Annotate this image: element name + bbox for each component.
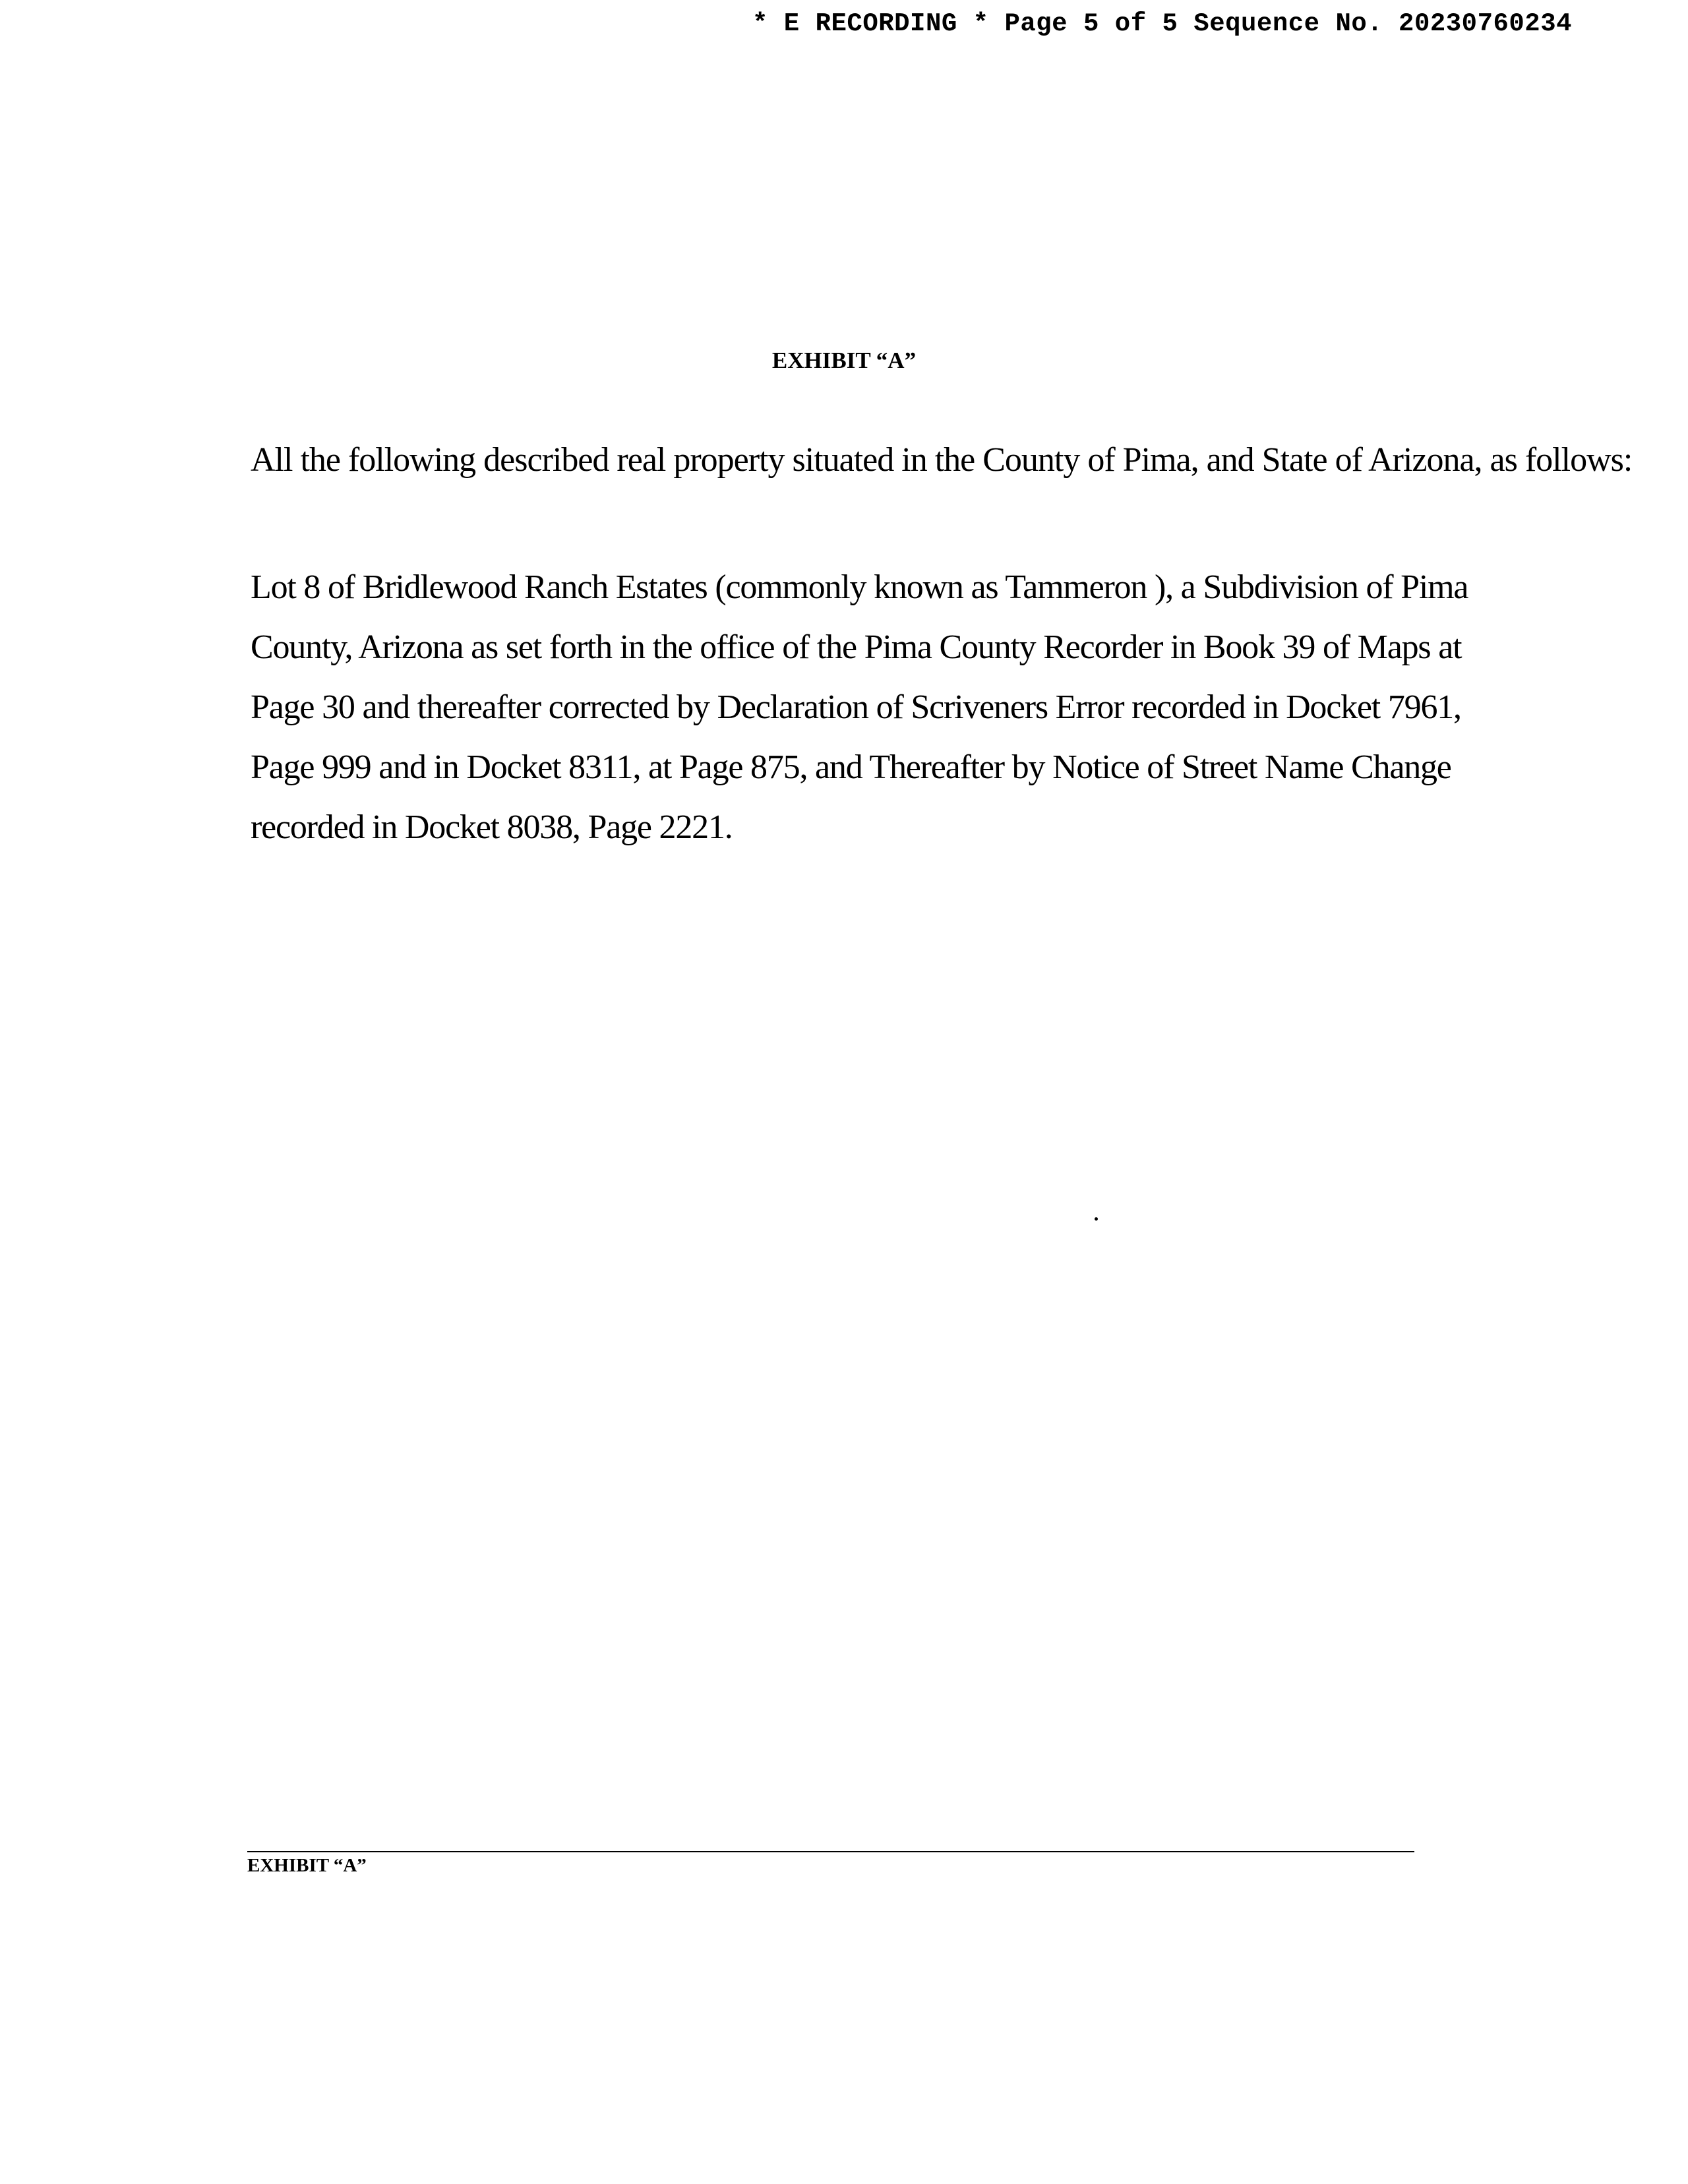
recording-stamp: * E RECORDING * Page 5 of 5 Sequence No. 20230760234: [752, 9, 1572, 38]
intro-paragraph: All the following described real property situated in the County of Pima, and State of Arizona, as follows:: [251, 441, 1633, 479]
footer-divider: [247, 1851, 1414, 1852]
exhibit-title: EXHIBIT “A”: [771, 348, 917, 373]
legal-description-paragraph: Lot 8 of Bridlewood Ranch Estates (commonly known as Tammeron ), a Subdivision of Pima County, Arizona as set forth in the office of the Pima County Recorder in Book 39 of Maps at Page 30 and thereafter corrected by Declaration of Scriveners Error recorded in Docket 7961, Page 999 and in Docket 8311, at Page 875, and Thereafter by Notice of Street Name Change recorded in Docket 8038, Page 2221.: [251, 568, 1468, 846]
footer-exhibit-label: EXHIBIT “A”: [247, 1855, 367, 1876]
stray-mark: [1095, 1217, 1098, 1221]
